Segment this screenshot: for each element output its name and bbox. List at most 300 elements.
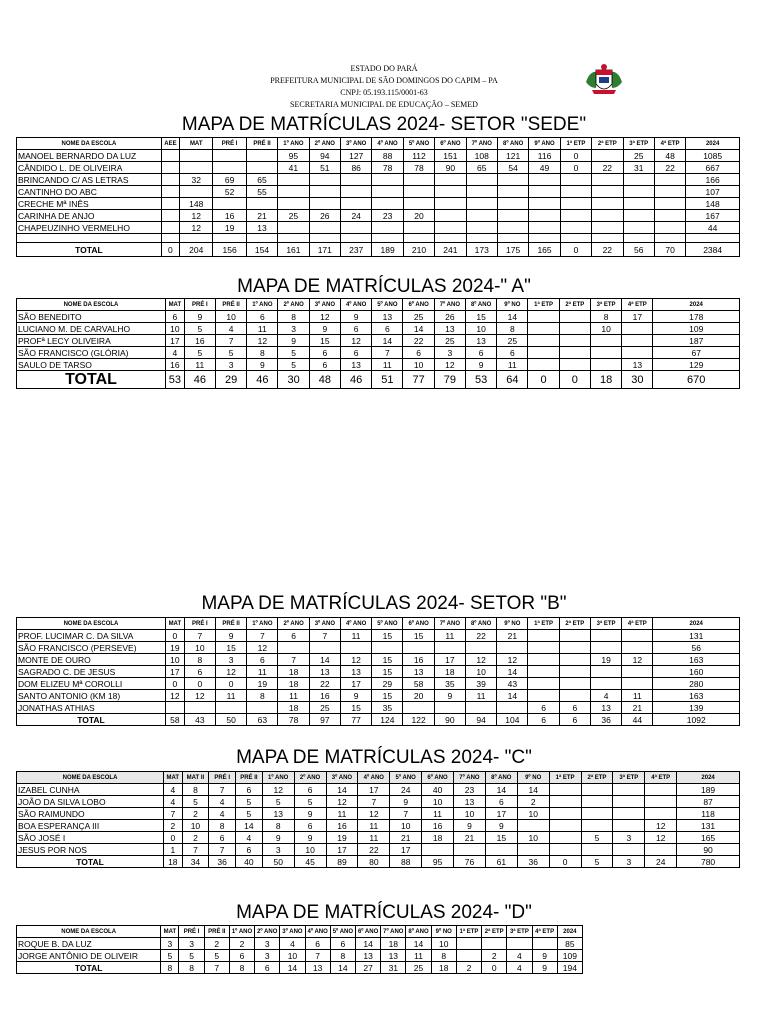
value-cell: 53 bbox=[465, 371, 496, 389]
value-cell: 124 bbox=[372, 714, 403, 726]
value-cell bbox=[528, 347, 559, 359]
value-cell: 25 bbox=[309, 702, 340, 714]
value-cell: 14 bbox=[355, 938, 380, 950]
value-cell: 9 bbox=[485, 820, 517, 832]
total-label: TOTAL bbox=[17, 371, 166, 389]
header-cell-9-no: 9º NO bbox=[431, 926, 456, 938]
value-cell: 148 bbox=[180, 198, 213, 210]
value-cell bbox=[372, 198, 403, 210]
header-cell-1-ano: 1º ANO bbox=[262, 772, 294, 784]
value-cell: 5 bbox=[262, 796, 294, 808]
value-cell: 49 bbox=[529, 162, 560, 174]
value-cell: 5 bbox=[184, 323, 215, 335]
value-cell: 65 bbox=[466, 162, 497, 174]
value-cell: 5 bbox=[278, 347, 309, 359]
value-cell: 2 bbox=[182, 832, 209, 844]
value-cell: 5 bbox=[184, 347, 215, 359]
table-header-row bbox=[17, 926, 680, 938]
value-cell bbox=[622, 347, 653, 359]
value-cell: 24 bbox=[390, 784, 422, 796]
empty-cell bbox=[309, 234, 340, 243]
value-cell: 3 bbox=[179, 938, 204, 950]
value-cell bbox=[529, 222, 560, 234]
value-cell: 9 bbox=[340, 690, 371, 702]
value-cell: 6 bbox=[340, 347, 371, 359]
value-cell: 12 bbox=[247, 335, 278, 347]
value-cell: 11 bbox=[422, 808, 454, 820]
value-cell: 77 bbox=[340, 714, 371, 726]
value-cell: 1085 bbox=[686, 150, 740, 162]
value-cell bbox=[372, 642, 403, 654]
value-cell: 25 bbox=[406, 962, 431, 974]
value-cell: 5 bbox=[161, 950, 179, 962]
value-cell: 43 bbox=[184, 714, 215, 726]
value-cell: 9 bbox=[454, 820, 486, 832]
value-cell: 104 bbox=[497, 714, 528, 726]
header-cell-pre-ii: PRÉ II bbox=[246, 138, 277, 150]
value-cell: 3 bbox=[215, 654, 246, 666]
header-cell-8-ano: 8º ANO bbox=[465, 299, 496, 311]
value-cell bbox=[559, 666, 590, 678]
value-cell bbox=[581, 808, 613, 820]
value-cell bbox=[529, 186, 560, 198]
value-cell bbox=[645, 808, 677, 820]
value-cell bbox=[466, 198, 497, 210]
value-cell: 7 bbox=[390, 808, 422, 820]
value-cell bbox=[246, 150, 277, 162]
header-cell-3-ano: 3º ANO bbox=[326, 772, 358, 784]
header-cell-8-ano: 8º ANO bbox=[497, 138, 528, 150]
value-cell: 40 bbox=[422, 784, 454, 796]
value-cell: 76 bbox=[454, 856, 486, 868]
school-name: MONTE DE OURO bbox=[17, 654, 166, 666]
value-cell: 2384 bbox=[686, 243, 740, 257]
value-cell bbox=[180, 186, 213, 198]
table-title-c: MAPA DE MATRÍCULAS 2024- "C" bbox=[236, 747, 532, 768]
value-cell bbox=[560, 198, 591, 210]
value-cell: 171 bbox=[309, 243, 340, 257]
value-cell: 10 bbox=[517, 808, 549, 820]
value-cell: 6 bbox=[209, 832, 236, 844]
table-row bbox=[17, 222, 740, 234]
value-cell: 8 bbox=[161, 962, 179, 974]
school-name: SAGRADO C. DE JESUS bbox=[17, 666, 166, 678]
value-cell: 21 bbox=[622, 702, 653, 714]
value-cell: 6 bbox=[247, 311, 278, 323]
value-cell: 12 bbox=[434, 359, 465, 371]
empty-cell bbox=[497, 234, 528, 243]
value-cell: 10 bbox=[280, 950, 305, 962]
value-cell bbox=[184, 702, 215, 714]
value-cell: 4 bbox=[507, 950, 532, 962]
value-cell: 53 bbox=[165, 371, 184, 389]
value-cell: 11 bbox=[497, 359, 528, 371]
header-cell-pre-i: PRÉ I bbox=[209, 772, 236, 784]
table-row bbox=[17, 162, 740, 174]
value-cell: 10 bbox=[165, 323, 184, 335]
value-cell: 11 bbox=[358, 832, 390, 844]
value-cell bbox=[590, 347, 621, 359]
value-cell: 9 bbox=[215, 630, 246, 642]
value-cell bbox=[309, 186, 340, 198]
value-cell: 13 bbox=[381, 950, 406, 962]
value-cell bbox=[528, 666, 559, 678]
value-cell bbox=[654, 174, 685, 186]
value-cell: 29 bbox=[372, 678, 403, 690]
value-cell: 7 bbox=[278, 654, 309, 666]
table-row bbox=[17, 784, 740, 796]
value-cell bbox=[309, 198, 340, 210]
table-title-a: MAPA DE MATRÍCULAS 2024-" A" bbox=[237, 276, 531, 297]
value-cell bbox=[341, 222, 372, 234]
value-cell bbox=[532, 938, 557, 950]
value-cell: 6 bbox=[528, 702, 559, 714]
value-cell bbox=[213, 198, 246, 210]
value-cell: 10 bbox=[215, 311, 246, 323]
value-cell bbox=[278, 174, 309, 186]
value-cell: 6 bbox=[340, 323, 371, 335]
value-cell: 48 bbox=[309, 371, 340, 389]
total-label: TOTAL bbox=[17, 856, 164, 868]
value-cell: 9 bbox=[294, 808, 326, 820]
value-cell: 6 bbox=[255, 962, 280, 974]
value-cell: 5 bbox=[236, 796, 263, 808]
table-row bbox=[17, 678, 740, 690]
value-cell: 16 bbox=[403, 654, 434, 666]
value-cell bbox=[434, 642, 465, 654]
value-cell: 19 bbox=[213, 222, 246, 234]
school-name: SAULO DE TARSO bbox=[17, 359, 166, 371]
value-cell: 6 bbox=[229, 950, 254, 962]
school-name: SÃO BENEDITO bbox=[17, 311, 166, 323]
value-cell: 35 bbox=[372, 702, 403, 714]
value-cell bbox=[435, 210, 466, 222]
value-cell bbox=[278, 642, 309, 654]
value-cell: 8 bbox=[262, 820, 294, 832]
value-cell: 8 bbox=[278, 311, 309, 323]
table-row bbox=[17, 938, 680, 950]
value-cell bbox=[435, 198, 466, 210]
header-cell-5-ano: 5º ANO bbox=[403, 138, 434, 150]
value-cell: 90 bbox=[434, 714, 465, 726]
value-cell bbox=[559, 359, 590, 371]
header-cell-mat-ii: MAT II bbox=[182, 772, 209, 784]
header-cell-2-etp: 2ª ETP bbox=[592, 138, 623, 150]
value-cell: 11 bbox=[372, 359, 403, 371]
value-cell bbox=[529, 198, 560, 210]
value-cell: 8 bbox=[330, 950, 355, 962]
table-row bbox=[17, 950, 680, 962]
value-cell: 22 bbox=[592, 243, 623, 257]
table-row bbox=[17, 844, 740, 856]
header-cell-2-ano: 2º ANO bbox=[309, 138, 340, 150]
table-title-b: MAPA DE MATRÍCULAS 2024- SETOR "B" bbox=[201, 593, 567, 614]
value-cell bbox=[466, 210, 497, 222]
value-cell: 16 bbox=[213, 210, 246, 222]
value-cell: 6 bbox=[403, 347, 434, 359]
value-cell: 129 bbox=[653, 359, 740, 371]
value-cell: 161 bbox=[278, 243, 309, 257]
value-cell: 30 bbox=[622, 371, 653, 389]
value-cell: 6 bbox=[309, 347, 340, 359]
value-cell: 189 bbox=[677, 784, 740, 796]
value-cell: 7 bbox=[209, 784, 236, 796]
value-cell: 12 bbox=[165, 690, 184, 702]
value-cell: 22 bbox=[403, 335, 434, 347]
value-cell bbox=[590, 630, 621, 642]
value-cell bbox=[507, 938, 532, 950]
value-cell bbox=[528, 630, 559, 642]
value-cell: 175 bbox=[497, 243, 528, 257]
value-cell: 165 bbox=[677, 832, 740, 844]
header-cell-7-ano: 7º ANO bbox=[434, 618, 465, 630]
value-cell bbox=[497, 186, 528, 198]
value-cell: 40 bbox=[236, 856, 263, 868]
value-cell: 50 bbox=[262, 856, 294, 868]
value-cell bbox=[422, 844, 454, 856]
value-cell: 194 bbox=[557, 962, 582, 974]
value-cell: 9 bbox=[309, 323, 340, 335]
value-cell: 139 bbox=[653, 702, 740, 714]
value-cell bbox=[528, 642, 559, 654]
value-cell: 18 bbox=[422, 832, 454, 844]
value-cell: 4 bbox=[209, 796, 236, 808]
value-cell: 58 bbox=[165, 714, 184, 726]
table-row bbox=[17, 323, 740, 335]
value-cell bbox=[623, 186, 654, 198]
value-cell bbox=[403, 174, 434, 186]
school-name: ROQUE B. DA LUZ bbox=[17, 938, 161, 950]
value-cell bbox=[549, 832, 581, 844]
value-cell: 3 bbox=[278, 323, 309, 335]
table-row bbox=[17, 335, 740, 347]
value-cell: 13 bbox=[355, 950, 380, 962]
value-cell bbox=[528, 654, 559, 666]
value-cell bbox=[590, 678, 621, 690]
value-cell bbox=[340, 642, 371, 654]
value-cell: 46 bbox=[340, 371, 371, 389]
header-cell-pre-i: PRÉ I bbox=[213, 138, 246, 150]
value-cell: 9 bbox=[390, 796, 422, 808]
value-cell: 61 bbox=[485, 856, 517, 868]
value-cell: 7 bbox=[372, 347, 403, 359]
value-cell bbox=[613, 820, 645, 832]
header-cell-6-ano: 6º ANO bbox=[403, 618, 434, 630]
value-cell: 52 bbox=[213, 186, 246, 198]
value-cell: 10 bbox=[390, 820, 422, 832]
empty-cell bbox=[592, 234, 623, 243]
value-cell: 15 bbox=[309, 335, 340, 347]
value-cell bbox=[528, 359, 559, 371]
value-cell: 79 bbox=[434, 371, 465, 389]
value-cell: 13 bbox=[340, 666, 371, 678]
header-line-cnpj: CNPJ: 05.193.115/0001-63 bbox=[340, 88, 428, 97]
value-cell: 25 bbox=[434, 335, 465, 347]
header-cell-1-ano: 1º ANO bbox=[278, 138, 309, 150]
value-cell bbox=[549, 796, 581, 808]
value-cell bbox=[622, 642, 653, 654]
value-cell: 13 bbox=[262, 808, 294, 820]
value-cell: 7 bbox=[182, 844, 209, 856]
value-cell bbox=[403, 222, 434, 234]
value-cell: 17 bbox=[434, 654, 465, 666]
value-cell: 6 bbox=[465, 347, 496, 359]
table-row bbox=[17, 702, 740, 714]
value-cell: 5 bbox=[581, 832, 613, 844]
value-cell: 4 bbox=[209, 808, 236, 820]
value-cell bbox=[528, 678, 559, 690]
value-cell: 56 bbox=[653, 642, 740, 654]
value-cell bbox=[456, 938, 481, 950]
header-cell-4-ano: 4º ANO bbox=[305, 926, 330, 938]
header-cell-2-etp: 2ª ETP bbox=[482, 926, 507, 938]
value-cell: 3 bbox=[161, 938, 179, 950]
value-cell: 24 bbox=[341, 210, 372, 222]
value-cell: 18 bbox=[278, 702, 309, 714]
value-cell: 0 bbox=[549, 856, 581, 868]
value-cell bbox=[517, 820, 549, 832]
header-cell-nome-da-escola: NOME DA ESCOLA bbox=[17, 299, 166, 311]
value-cell bbox=[581, 796, 613, 808]
header-cell-5-ano: 5º ANO bbox=[390, 772, 422, 784]
value-cell bbox=[559, 630, 590, 642]
value-cell bbox=[435, 222, 466, 234]
value-cell bbox=[590, 642, 621, 654]
value-cell bbox=[590, 666, 621, 678]
header-cell-3-etp: 3ª ETP bbox=[623, 138, 654, 150]
header-cell-8-ano: 8º ANO bbox=[406, 926, 431, 938]
value-cell: 13 bbox=[590, 702, 621, 714]
value-cell: 187 bbox=[653, 335, 740, 347]
value-cell: 14 bbox=[372, 335, 403, 347]
value-cell: 26 bbox=[434, 311, 465, 323]
value-cell bbox=[341, 174, 372, 186]
school-name: CHAPEUZINHO VERMELHO bbox=[17, 222, 162, 234]
value-cell: 3 bbox=[262, 844, 294, 856]
value-cell: 7 bbox=[215, 335, 246, 347]
value-cell: 15 bbox=[485, 832, 517, 844]
value-cell bbox=[592, 198, 623, 210]
value-cell: 31 bbox=[623, 162, 654, 174]
value-cell bbox=[528, 335, 559, 347]
value-cell: 3 bbox=[613, 832, 645, 844]
value-cell: 131 bbox=[677, 820, 740, 832]
header-cell-4-ano: 4º ANO bbox=[358, 772, 390, 784]
value-cell bbox=[529, 210, 560, 222]
value-cell: 13 bbox=[622, 359, 653, 371]
value-cell bbox=[466, 222, 497, 234]
value-cell: 51 bbox=[372, 371, 403, 389]
value-cell: 4 bbox=[590, 690, 621, 702]
header-cell-6-ano: 6º ANO bbox=[403, 299, 434, 311]
value-cell: 108 bbox=[466, 150, 497, 162]
value-cell bbox=[560, 174, 591, 186]
value-cell bbox=[592, 222, 623, 234]
value-cell: 14 bbox=[497, 666, 528, 678]
value-cell: 16 bbox=[309, 690, 340, 702]
value-cell: 44 bbox=[622, 714, 653, 726]
value-cell: 8 bbox=[247, 690, 278, 702]
value-cell: 15 bbox=[372, 630, 403, 642]
value-cell: 15 bbox=[340, 702, 371, 714]
value-cell: 6 bbox=[184, 666, 215, 678]
value-cell bbox=[613, 784, 645, 796]
value-cell: 5 bbox=[294, 796, 326, 808]
school-name: SÃO RAIMUNDO bbox=[17, 808, 164, 820]
enrollment-table-sede bbox=[16, 137, 740, 257]
value-cell: 86 bbox=[341, 162, 372, 174]
value-cell: 97 bbox=[309, 714, 340, 726]
value-cell bbox=[559, 323, 590, 335]
value-cell: 0 bbox=[164, 832, 183, 844]
school-name: SANTO ANTONIO (KM 18) bbox=[17, 690, 166, 702]
value-cell: 67 bbox=[653, 347, 740, 359]
value-cell: 23 bbox=[454, 784, 486, 796]
value-cell: 12 bbox=[180, 210, 213, 222]
header-cell-pre-ii: PRÉ II bbox=[215, 299, 246, 311]
value-cell: 9 bbox=[184, 311, 215, 323]
header-cell-9-no: 9º NO bbox=[497, 618, 528, 630]
value-cell: 167 bbox=[686, 210, 740, 222]
value-cell bbox=[559, 690, 590, 702]
value-cell bbox=[213, 162, 246, 174]
value-cell: 17 bbox=[622, 311, 653, 323]
value-cell: 20 bbox=[403, 210, 434, 222]
value-cell bbox=[456, 950, 481, 962]
header-cell-mat: MAT bbox=[165, 299, 184, 311]
value-cell bbox=[372, 174, 403, 186]
table-row bbox=[17, 210, 740, 222]
value-cell bbox=[278, 198, 309, 210]
school-name: JOÃO DA SILVA LOBO bbox=[17, 796, 164, 808]
header-cell-1-etp: 1ª ETP bbox=[560, 138, 591, 150]
table-title-d: MAPA DE MATRÍCULAS 2024- "D" bbox=[236, 902, 532, 923]
value-cell: 94 bbox=[309, 150, 340, 162]
value-cell: 11 bbox=[247, 666, 278, 678]
value-cell bbox=[559, 335, 590, 347]
value-cell: 9 bbox=[247, 359, 278, 371]
value-cell bbox=[497, 198, 528, 210]
value-cell: 46 bbox=[247, 371, 278, 389]
municipal-crest-icon bbox=[584, 62, 624, 98]
school-name: PROFª LECY OLIVEIRA bbox=[17, 335, 166, 347]
value-cell: 9 bbox=[532, 962, 557, 974]
value-cell: 22 bbox=[592, 162, 623, 174]
table-row bbox=[17, 820, 740, 832]
value-cell: 87 bbox=[677, 796, 740, 808]
value-cell: 11 bbox=[184, 359, 215, 371]
value-cell: 7 bbox=[204, 962, 229, 974]
value-cell: 10 bbox=[165, 654, 184, 666]
value-cell: 24 bbox=[645, 856, 677, 868]
value-cell: 95 bbox=[278, 150, 309, 162]
value-cell: 118 bbox=[677, 808, 740, 820]
empty-cell bbox=[654, 234, 685, 243]
value-cell bbox=[654, 186, 685, 198]
value-cell bbox=[485, 844, 517, 856]
value-cell: 15 bbox=[403, 630, 434, 642]
value-cell: 0 bbox=[528, 371, 559, 389]
header-cell-1-ano: 1º ANO bbox=[247, 618, 278, 630]
header-cell-5-ano: 5º ANO bbox=[372, 618, 403, 630]
value-cell: 78 bbox=[372, 162, 403, 174]
value-cell: 8 bbox=[179, 962, 204, 974]
header-cell-pre-i: PRÉ I bbox=[184, 299, 215, 311]
value-cell bbox=[559, 654, 590, 666]
header-cell-pre-ii: PRÉ II bbox=[215, 618, 246, 630]
value-cell: 10 bbox=[454, 808, 486, 820]
value-cell: 780 bbox=[677, 856, 740, 868]
